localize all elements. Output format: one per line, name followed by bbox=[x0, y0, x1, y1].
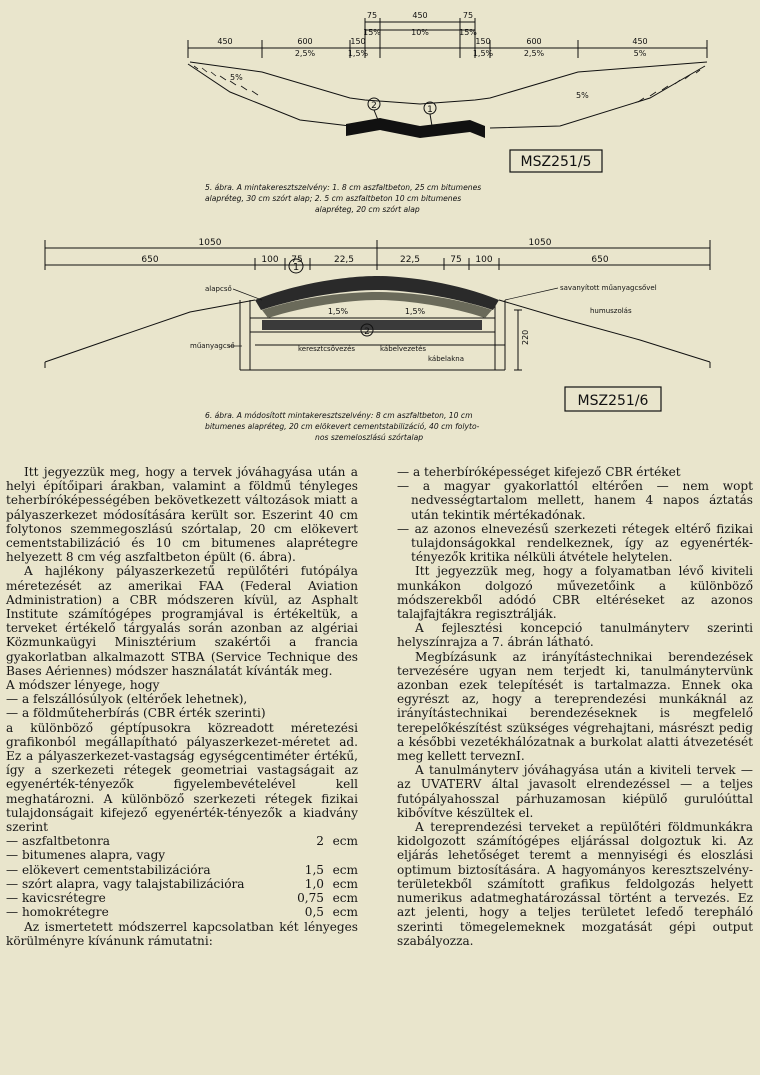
standard-tag-fig6 bbox=[565, 387, 661, 411]
svg-text:kábelakna: kábelakna bbox=[428, 355, 464, 363]
paragraph: A módszer lényege, hogy bbox=[6, 678, 160, 693]
svg-text:2: 2 bbox=[371, 101, 377, 111]
svg-text:alapréteg, 30 cm szórt alap; 2: alapréteg, 30 cm szórt alap; 2. 5 cm aszfaltbeton 10 cm bitumenes bbox=[205, 194, 462, 203]
figures-area bbox=[0, 0, 760, 455]
svg-text:75: 75 bbox=[450, 255, 462, 265]
svg-text:MSZ251/6: MSZ251/6 bbox=[577, 393, 649, 409]
svg-text:1050: 1050 bbox=[198, 238, 222, 248]
svg-text:1: 1 bbox=[427, 105, 433, 115]
svg-text:5%: 5% bbox=[230, 73, 243, 82]
svg-text:2,5%: 2,5% bbox=[294, 49, 316, 58]
svg-text:75: 75 bbox=[462, 11, 474, 20]
svg-text:22,5: 22,5 bbox=[399, 255, 421, 265]
svg-text:150: 150 bbox=[350, 37, 366, 46]
svg-text:1: 1 bbox=[292, 262, 300, 273]
svg-text:10%: 10% bbox=[411, 28, 429, 37]
layer-marker-1 bbox=[424, 102, 436, 126]
fig5-dimension-labels bbox=[217, 11, 647, 100]
list-item: — a magyar gyakorlattól eltérően — nem wopt nedvességtartalom mellett, hanem 4 napos áztatás után tekintik mértékadónak. bbox=[397, 479, 753, 522]
svg-text:600: 600 bbox=[526, 37, 542, 46]
stabilized-layer-fig6 bbox=[262, 320, 482, 330]
svg-text:keresztcsövezés: keresztcsövezés bbox=[298, 345, 356, 353]
factor-row: — elökevert cementstabilizációra 1,5 ecm bbox=[6, 862, 358, 877]
svg-text:2: 2 bbox=[364, 327, 370, 337]
figure-6-caption bbox=[205, 411, 480, 442]
svg-text:kábelvezetés: kábelvezetés bbox=[380, 345, 427, 353]
svg-text:alapcső: alapcső bbox=[205, 285, 232, 293]
svg-text:100: 100 bbox=[261, 255, 279, 265]
list-item: — a földműteherbírás (CBR érték szerinti) bbox=[6, 706, 266, 721]
svg-text:műanyagcső: műanyagcső bbox=[190, 342, 235, 350]
svg-text:alapréteg, 20 cm szórt alap: alapréteg, 20 cm szórt alap bbox=[315, 205, 420, 214]
body-column-right bbox=[397, 465, 753, 948]
remarks-list bbox=[397, 465, 753, 564]
paragraph: Megbízásunk az irányítástechnikai berendezések tervezésére ugyan nem terjedt ki, tanulmánytervünk azonban ezek telepítését is tartalmazza. Ennek oka egyrészt az, hogy a tereprendezési munkáknál az irányítástechnikai berendezéseknek is megfelelő terepelőkészítést szükséges végrehajtani, másrészt pedig a későbbi vezetékhálózatnak a burkolat alatti átvezetését meg kellett terveznI. bbox=[397, 649, 753, 764]
svg-text:bitumenes alapréteg, 20 cm elö: bitumenes alapréteg, 20 cm elökevert cementstabilizáció, 40 cm folyto- bbox=[205, 422, 480, 431]
svg-text:1,5%: 1,5% bbox=[347, 49, 369, 58]
svg-text:75: 75 bbox=[366, 11, 378, 20]
svg-text:220: 220 bbox=[521, 329, 530, 345]
svg-text:nos szemeloszlású szórtalap: nos szemeloszlású szórtalap bbox=[315, 433, 424, 442]
svg-text:5%: 5% bbox=[576, 91, 589, 100]
figure-5-caption bbox=[205, 183, 481, 214]
svg-text:100: 100 bbox=[475, 255, 493, 265]
svg-text:1,5%: 1,5% bbox=[472, 49, 494, 58]
svg-text:75: 75 bbox=[291, 255, 303, 265]
svg-text:450: 450 bbox=[412, 11, 428, 20]
svg-text:650: 650 bbox=[591, 255, 609, 265]
svg-text:2,5%: 2,5% bbox=[523, 49, 545, 58]
svg-text:450: 450 bbox=[217, 37, 233, 46]
svg-text:5. ábra. A mintakeresztszelvén: 5. ábra. A mintakeresztszelvény: 1. 8 cm aszfaltbeton, 25 cm bitumenes bbox=[205, 183, 482, 192]
factor-row: — szórt alapra, vagy talajstabilizációra 1,0 ecm bbox=[6, 876, 358, 891]
paragraph: Az ismertetett módszerrel kapcsolatban két lényeges körülményre kívánunk rámutatni: bbox=[6, 919, 358, 948]
svg-text:savanyított műanyagcsővel: savanyított műanyagcsővel bbox=[560, 284, 657, 292]
svg-text:22,5: 22,5 bbox=[333, 255, 355, 265]
standard-tag-fig5 bbox=[510, 150, 602, 172]
svg-text:1050: 1050 bbox=[528, 238, 552, 248]
factor-row: — kavicsrétegre 0,75 ecm bbox=[6, 891, 358, 906]
list-item: — a felszállósúlyok (eltérőek lehetnek), bbox=[6, 692, 248, 707]
paragraph: A hajlékony pályaszerkezetű repülőtéri futópálya méretezését az amerikai FAA (Federal Aviation Administration) a CBR módszeren kívül, az Asphalt Institute számítógépes programjával is értékeltük, a terveket értékelő tárgyalás során azonban az algériai Közmunkaügyi Minisztérium szakértői a francia gyakorlatban alkalmazott STBA (Service Technique des Bases Aériennes) módszer használatát kívánták meg. bbox=[6, 564, 358, 678]
body-column-left bbox=[6, 465, 358, 948]
paragraph: A fejlesztési koncepció tanulmányterv szerinti helyszínrajza a 7. ábrán látható. bbox=[397, 621, 753, 650]
equivalence-factor-list bbox=[6, 834, 358, 919]
figure-5 bbox=[188, 18, 707, 128]
svg-text:1,5%: 1,5% bbox=[404, 307, 426, 316]
svg-text:15%: 15% bbox=[363, 28, 381, 37]
pavement-section-fig5 bbox=[346, 118, 485, 138]
svg-text:1,5%: 1,5% bbox=[327, 307, 349, 316]
list-item: — a teherbíróképességet kifejező CBR értéket bbox=[397, 465, 681, 479]
svg-text:humuszolás: humuszolás bbox=[590, 307, 632, 315]
svg-text:6. ábra. A módosított mintaker: 6. ábra. A módosított mintakeresztszelvény: 8 cm aszfaltbeton, 10 cm bbox=[205, 411, 473, 420]
factor-row: — aszfaltbetonra 2 ecm bbox=[6, 834, 358, 849]
svg-text:MSZ251/5: MSZ251/5 bbox=[520, 154, 592, 170]
paragraph: Itt jegyezzük meg, hogy a tervek jóváhagyása után a helyi építőipari árakban, valamint a földmű tényleges teherbíróképességében bekövetkezett változások miatt a pályaszerkezet módosítására került sor. Eszerint 40 cm folytonos szemmegoszlású szórtalap, 20 cm elökevert cementstabilizáció és 10 cm bitumenes alaprétegre helyezett 8 cm vég aszfaltbeton épült (6. ábra). bbox=[6, 465, 358, 565]
paragraph: A tereprendezési terveket a repülőtéri földmunkákra kidolgozott számítógépes eljárással dolgoztuk ki. Az eljárás lehetőséget teremt a mennyiségi és eloszlási optimum biztosítására. A hagyományos keresztszelvény-területekből számított grafikus feldolgozás helyett numerikus adatmeghatározással történt a tervezés. Ez azt jelenti, hogy a teljes területet lefedő terepháló szerinti tömegelemeknek mozgatását gépi output szabályozza. bbox=[397, 820, 753, 948]
svg-text:150: 150 bbox=[475, 37, 491, 46]
paragraph: a különböző géptípusokra közreadott méretezési grafikonból megállapítható pályaszerkezet-méretet ad. Ez a pályaszerkezet-vastagság egységcentiméter értékű, így a szerkezeti rétegek geometriai vastagságait az egyenérték-tényezők figyelembevételével kell meghatározni. A különböző szerkezeti rétegek fizikai tulajdonságait kifejező egyenérték-tényezők a kiadvány szerint bbox=[6, 720, 358, 835]
paragraph: Itt jegyezzük meg, hogy a folyamatban lévő kiviteli munkákon dolgozó művezetőink a különböző módszerekből adódó CBR eltéréseket az azonos talajfajtákra regisztrálják. bbox=[397, 564, 753, 622]
svg-text:15%: 15% bbox=[459, 28, 477, 37]
criteria-list bbox=[6, 692, 358, 720]
list-item: — az azonos elnevezésű szerkezeti rétegek eltérő fizikai tulajdonságokkal rendelkeznek, így az egyenérték-tényezők kritika nélküli átvétele helytelen. bbox=[397, 521, 753, 565]
svg-text:650: 650 bbox=[141, 255, 159, 265]
svg-text:450: 450 bbox=[632, 37, 648, 46]
factor-row: — homokrétegre 0,5 ecm bbox=[6, 905, 358, 920]
svg-text:600: 600 bbox=[297, 37, 313, 46]
svg-text:5%: 5% bbox=[633, 49, 647, 58]
paragraph: A tanulmányterv jóváhagyása után a kiviteli tervek — az UVATERV által javasolt elrendezéssel — a teljes futópályahosszal párhuzamosan kiépülő gurulóúttal kibővítve készültek el. bbox=[397, 763, 753, 820]
factor-row: — bitumenes alapra, vagy bbox=[6, 848, 166, 863]
